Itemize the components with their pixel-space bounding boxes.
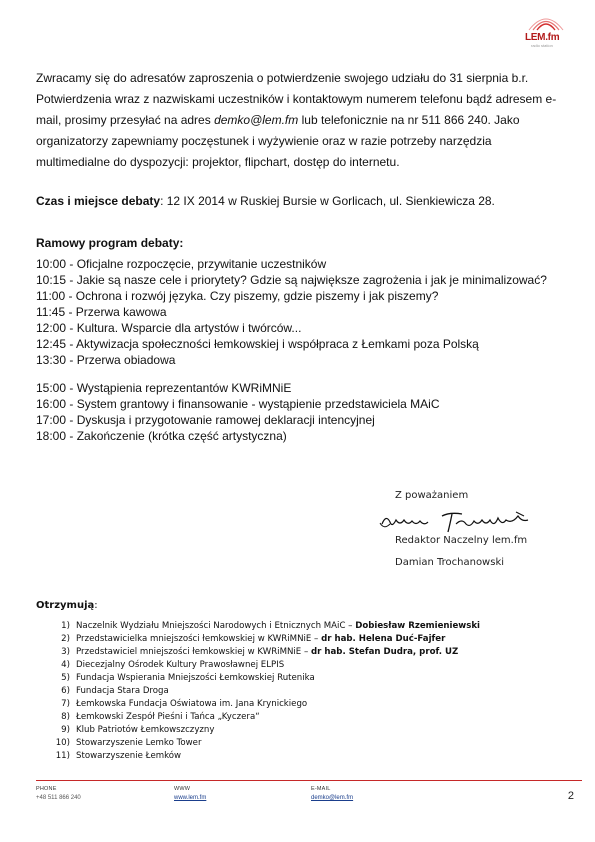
program-item: 12:00 - Kultura. Wsparcie dla artystów i twórców... bbox=[36, 321, 302, 335]
signer-name: Damian Trochanowski bbox=[395, 557, 505, 568]
recipients-colon: : bbox=[94, 600, 98, 611]
list-number: 3) bbox=[61, 647, 70, 657]
program-item: 10:00 - Oficjalne rozpoczęcie, przywitanie uczestników bbox=[36, 257, 327, 271]
page-number: 2 bbox=[567, 790, 574, 802]
list-text: Naczelnik Wydziału Mniejszości Narodowych i Etnicznych MAiC – bbox=[76, 621, 356, 631]
lem-fm-logo bbox=[525, 14, 567, 48]
list-text: Przedstawiciel mniejszości łemkowskiej w KWRiMNiE – bbox=[76, 647, 311, 657]
list-item bbox=[54, 724, 480, 737]
program-item: 10:15 - Jakie są nasze cele i priorytety? Gdzie są największe zagrożenia i jak je minimalizować? bbox=[36, 273, 547, 287]
program-item: 12:45 - Aktywizacja społeczności łemkowskiej i współpraca z Łemkami poza Polską bbox=[36, 337, 479, 351]
list-number: 11) bbox=[55, 751, 70, 761]
list-number: 10) bbox=[55, 738, 70, 748]
list-item bbox=[54, 672, 480, 685]
list-item bbox=[54, 685, 480, 698]
list-item bbox=[54, 750, 480, 763]
footer-phone-label: PHONE bbox=[36, 786, 57, 792]
list-number: 2) bbox=[61, 634, 70, 644]
time-place-value: : 12 IX 2014 w Ruskiej Bursie w Gorlicach, ul. Sienkiewicza 28. bbox=[160, 194, 495, 208]
program-item: 13:30 - Przerwa obiadowa bbox=[36, 353, 176, 367]
footer-email-link[interactable]: demko@lem.fm bbox=[311, 795, 354, 801]
time-place bbox=[36, 193, 495, 209]
list-number: 8) bbox=[61, 712, 70, 722]
footer-phone: +48 511 866 240 bbox=[36, 795, 81, 801]
signer-role: Redaktor Naczelny lem.fm bbox=[395, 535, 528, 546]
time-place-label: Czas i miejsce debaty bbox=[36, 194, 161, 208]
footer-email-label: E-MAIL bbox=[311, 786, 331, 792]
intro-text-2: lub telefonicznie na nr 511 866 240. Jako organizatorzy zapewniamy poczęstunek i wyżywienie oraz w razie potrzeby narzędzia multimedialne do dyspozycji: projektor, flipchart, dostęp do internetu. bbox=[36, 113, 520, 169]
list-number: 9) bbox=[61, 725, 70, 735]
handwritten-signature bbox=[378, 508, 538, 536]
list-text: Fundacja Stara Droga bbox=[76, 686, 169, 696]
recipients-label: Otrzymują bbox=[36, 600, 95, 611]
list-item bbox=[54, 633, 480, 646]
list-item bbox=[54, 659, 480, 672]
footer-divider bbox=[36, 780, 582, 781]
list-bold: dr hab. Helena Duć-Fajfer bbox=[321, 634, 446, 644]
intro-email: demko@lem.fm bbox=[214, 113, 299, 127]
intro-text-1: Zwracamy się do adresatów zaproszenia o potwierdzenie swojego udziału do 31 sierpnia b.r. Potwierdzenia wraz z nazwiskami uczestników i kontaktowym numerem telefonu bądź adresem e-mail, prosimy przesyłać na adres bbox=[36, 71, 557, 127]
radio-waves-icon bbox=[525, 14, 567, 34]
list-text: Przedstawicielka mniejszości łemkowskiej w KWRiMNiE – bbox=[76, 634, 322, 644]
program-item: 16:00 - System grantowy i finansowanie - wystąpienie przedstawiciela MAiC bbox=[36, 397, 440, 411]
program-item: 18:00 - Zakończenie (krótka część artystyczna) bbox=[36, 429, 287, 443]
program-item: 11:00 - Ochrona i rozwój języka. Czy piszemy, gdzie piszemy i jak piszemy? bbox=[36, 289, 439, 303]
list-item bbox=[54, 620, 480, 633]
program-item: 17:00 - Dyskusja i przygotowanie ramowej deklaracji intencyjnej bbox=[36, 413, 375, 427]
list-text: Diecezjalny Ośrodek Kultury Prawosławnej ELPIS bbox=[76, 660, 285, 670]
logo-text: LEM.fm bbox=[525, 32, 560, 43]
list-text: Fundacja Wspierania Mniejszości Łemkowskiej Rutenika bbox=[76, 673, 315, 683]
list-text: Klub Patriotów Łemkowszczyzny bbox=[76, 725, 215, 735]
footer-www-label: WWW bbox=[174, 786, 191, 792]
list-bold: dr hab. Stefan Dudra, prof. UZ bbox=[311, 647, 459, 657]
program-item: 11:45 - Przerwa kawowa bbox=[36, 305, 167, 319]
recipients-list bbox=[54, 620, 480, 763]
list-number: 4) bbox=[61, 660, 70, 670]
list-item bbox=[54, 646, 480, 659]
list-item bbox=[54, 737, 480, 750]
list-item bbox=[54, 711, 480, 724]
intro-paragraph bbox=[36, 68, 566, 173]
list-text: Stowarzyszenie Lemko Tower bbox=[76, 738, 202, 748]
list-text: Łemkowska Fundacja Oświatowa im. Jana Krynickiego bbox=[76, 699, 308, 709]
list-number: 6) bbox=[61, 686, 70, 696]
list-number: 5) bbox=[61, 673, 70, 683]
list-bold: Dobiesław Rzemieniewski bbox=[355, 621, 481, 631]
list-item bbox=[54, 698, 480, 711]
list-text: Łemkowski Zespół Pieśni i Tańca „Kyczera“ bbox=[76, 712, 260, 722]
logo-subtitle: radio station bbox=[531, 43, 553, 48]
footer-www-link[interactable]: www.lem.fm bbox=[174, 795, 207, 801]
list-text: Stowarzyszenie Łemków bbox=[76, 751, 182, 761]
program-item: 15:00 - Wystąpienia reprezentantów KWRiMNiE bbox=[36, 381, 292, 395]
greeting: Z poważaniem bbox=[395, 490, 469, 501]
list-number: 1) bbox=[61, 621, 70, 631]
recipients-heading bbox=[36, 600, 98, 611]
program-title: Ramowy program debaty: bbox=[36, 236, 184, 250]
list-number: 7) bbox=[61, 699, 70, 709]
